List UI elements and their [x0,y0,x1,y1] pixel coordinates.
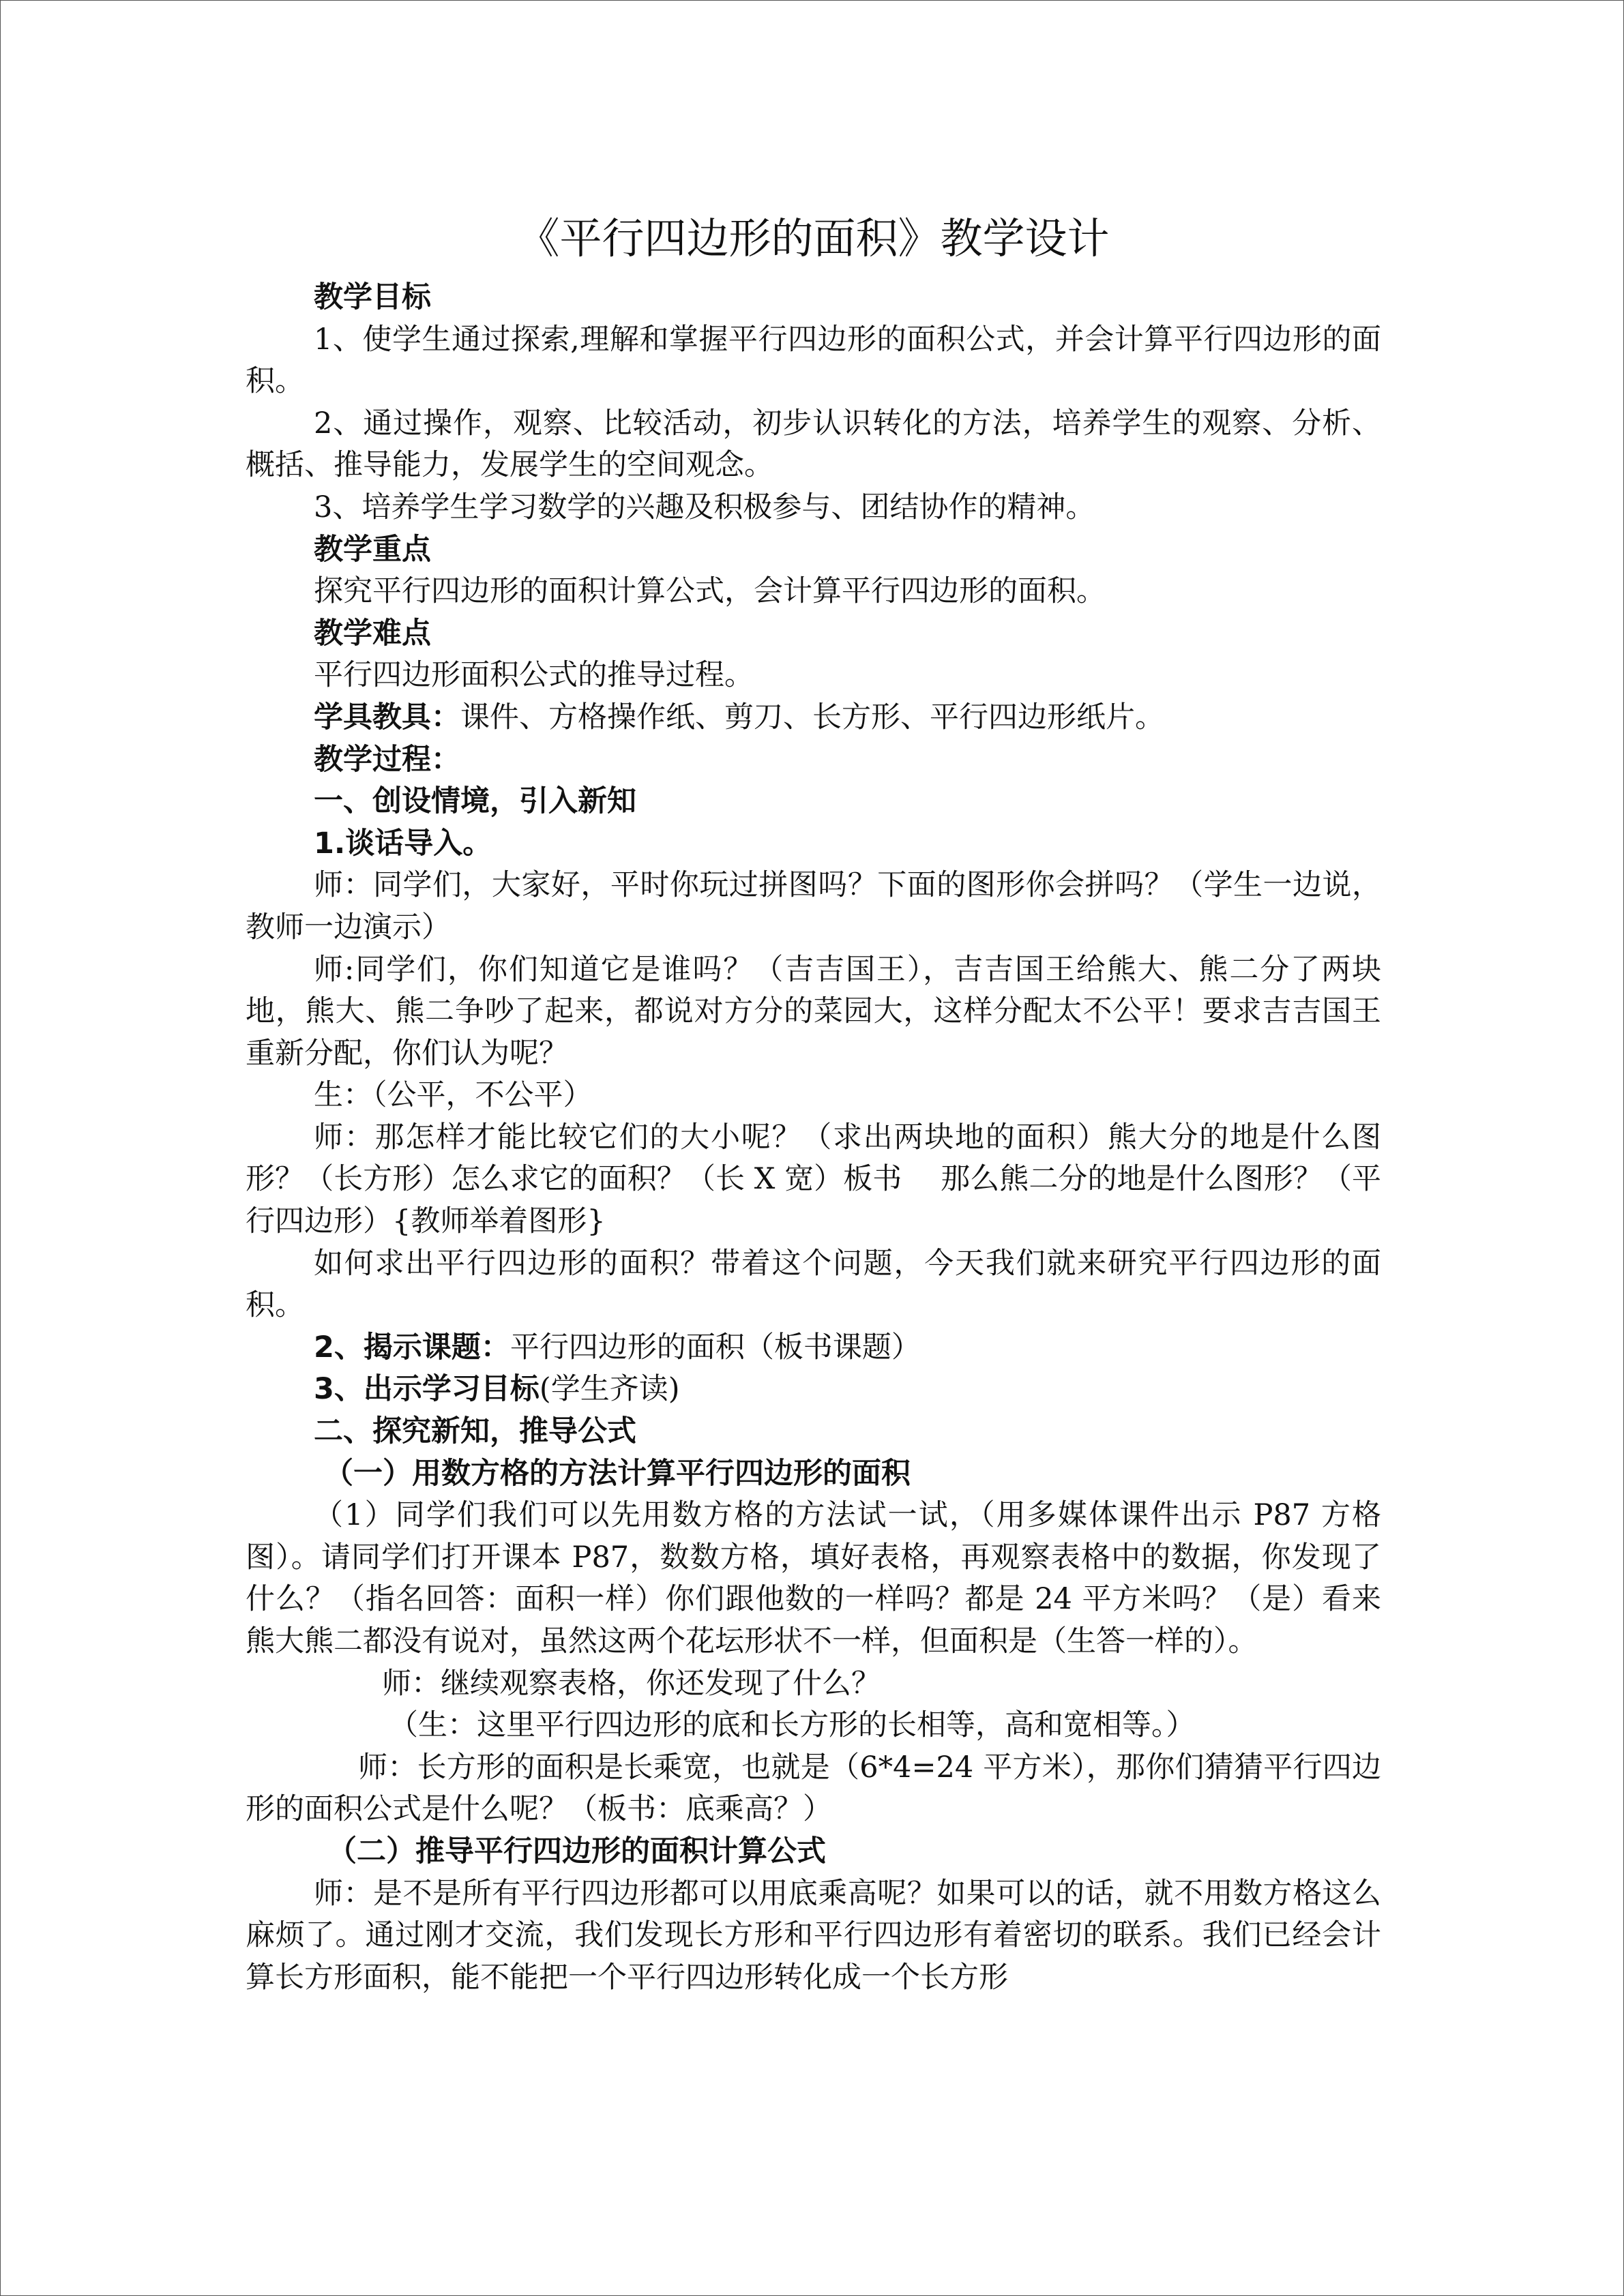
process-heading: 教学过程： [314,742,460,777]
key-point-heading: 教学重点 [314,532,431,567]
dialogue-2: 师:同学们，你们知道它是谁吗？（吉吉国王），吉吉国王给熊大、熊二分了两块地，熊大、熊二争吵了起来，都说对方分的菜园大，这样分配太不公平！要求吉吉国王重新分配，你们认为呢？ [246,952,1381,1071]
sub1-heading: （一）用数方格的方法计算平行四边形的面积 [324,1456,911,1491]
step3-label: 3、出示学习目标 [314,1372,540,1407]
dialogue-1: 师：同学们，大家好，平时你玩过拼图吗？下面的图形你会拼吗？（学生一边说，教师一边演示） [246,868,1381,944]
dialogue-3: 生：（公平，不公平） [314,1078,593,1113]
sub1-student: （生：这里平行四边形的底和长方形的长相等，高和宽相等。） [389,1708,1196,1743]
sub1-teacher: 师：继续观察表格，你还发现了什么？ [382,1666,881,1701]
tools-text: 课件、方格操作纸、剪刀、长方形、平行四边形纸片。 [460,700,1164,734]
key-point-text: 探究平行四边形的面积计算公式，会计算平行四边形的面积。 [314,574,1106,609]
step3-text: (学生齐读) [539,1372,680,1407]
difficulty-heading: 教学难点 [314,616,431,651]
goal-item-3: 3、培养学生学习数学的兴趣及积极参与、团结协作的精神。 [314,490,1095,524]
goals-heading: 教学目标 [314,280,431,314]
document-title: 《平行四边形的面积》教学设计 [517,213,1110,263]
goal-item-1: 1、使学生通过探索,理解和掌握平行四边形的面积公式，并会计算平行四边形的面积。 [246,322,1381,399]
sub2-paragraph: 师：是不是所有平行四边形都可以用底乘高呢？如果可以的话，就不用数方格这么麻烦了。通过刚才交流，我们发现长方形和平行四边形有着密切的联系。我们已经会计算长方形面积，能不能把一个平行四边形转化成一个长方形 [246,1876,1381,1995]
tools-label: 学具教具： [314,700,460,734]
step3-line [246,1369,1381,1411]
step1-heading: 1.谈话导入。 [314,826,492,861]
part1-heading: 一、创设情境，引入新知 [314,784,636,819]
step2-label: 2、揭示课题： [314,1330,510,1365]
sub1-paragraph: （1）同学们我们可以先用数方格的方法试一试，（用多媒体课件出示 P87 方格图）。请同学们打开课本 P87，数数方格，填好表格，再观察表格中的数据，你发现了什么？（指名回答：面积一样）你们跟他数的一样吗？都是 24 平方米吗？（是）看来熊大熊二都没有说对，虽然这两个花坛形状不一样，但面积是（生答一样的）。 [246,1498,1381,1658]
document-body [246,205,1381,1999]
sub2-heading: （二）推导平行四边形的面积计算公式 [327,1834,826,1868]
dialogue-4: 师：那怎样才能比较它们的大小呢？（求出两块地的面积）熊大分的地是什么图形？（长方形）怎么求它的面积？（长 X 宽）板书 那么熊二分的地是什么图形？（平行四边形）{教师举着图形} [246,1120,1381,1239]
part2-heading: 二、探究新知，推导公式 [314,1414,636,1449]
dialogue-5: 如何求出平行四边形的面积？带着这个问题，今天我们就来研究平行四边形的面积。 [246,1246,1381,1323]
goal-item-2: 2、通过操作，观察、比较活动，初步认识转化的方法，培养学生的观察、分析、概括、推导能力，发展学生的空间观念。 [246,406,1381,483]
difficulty-text: 平行四边形面积公式的推导过程。 [314,658,754,693]
sub1-teacher-2: 师：长方形的面积是长乘宽，也就是（6*4=24 平方米），那你们猜猜平行四边形的面积公式是什么呢？（板书：底乘高？） [246,1750,1381,1827]
step2-line [246,1327,1381,1369]
tools-line [246,697,1381,739]
step2-text: 平行四边形的面积（板书课题） [510,1330,921,1365]
